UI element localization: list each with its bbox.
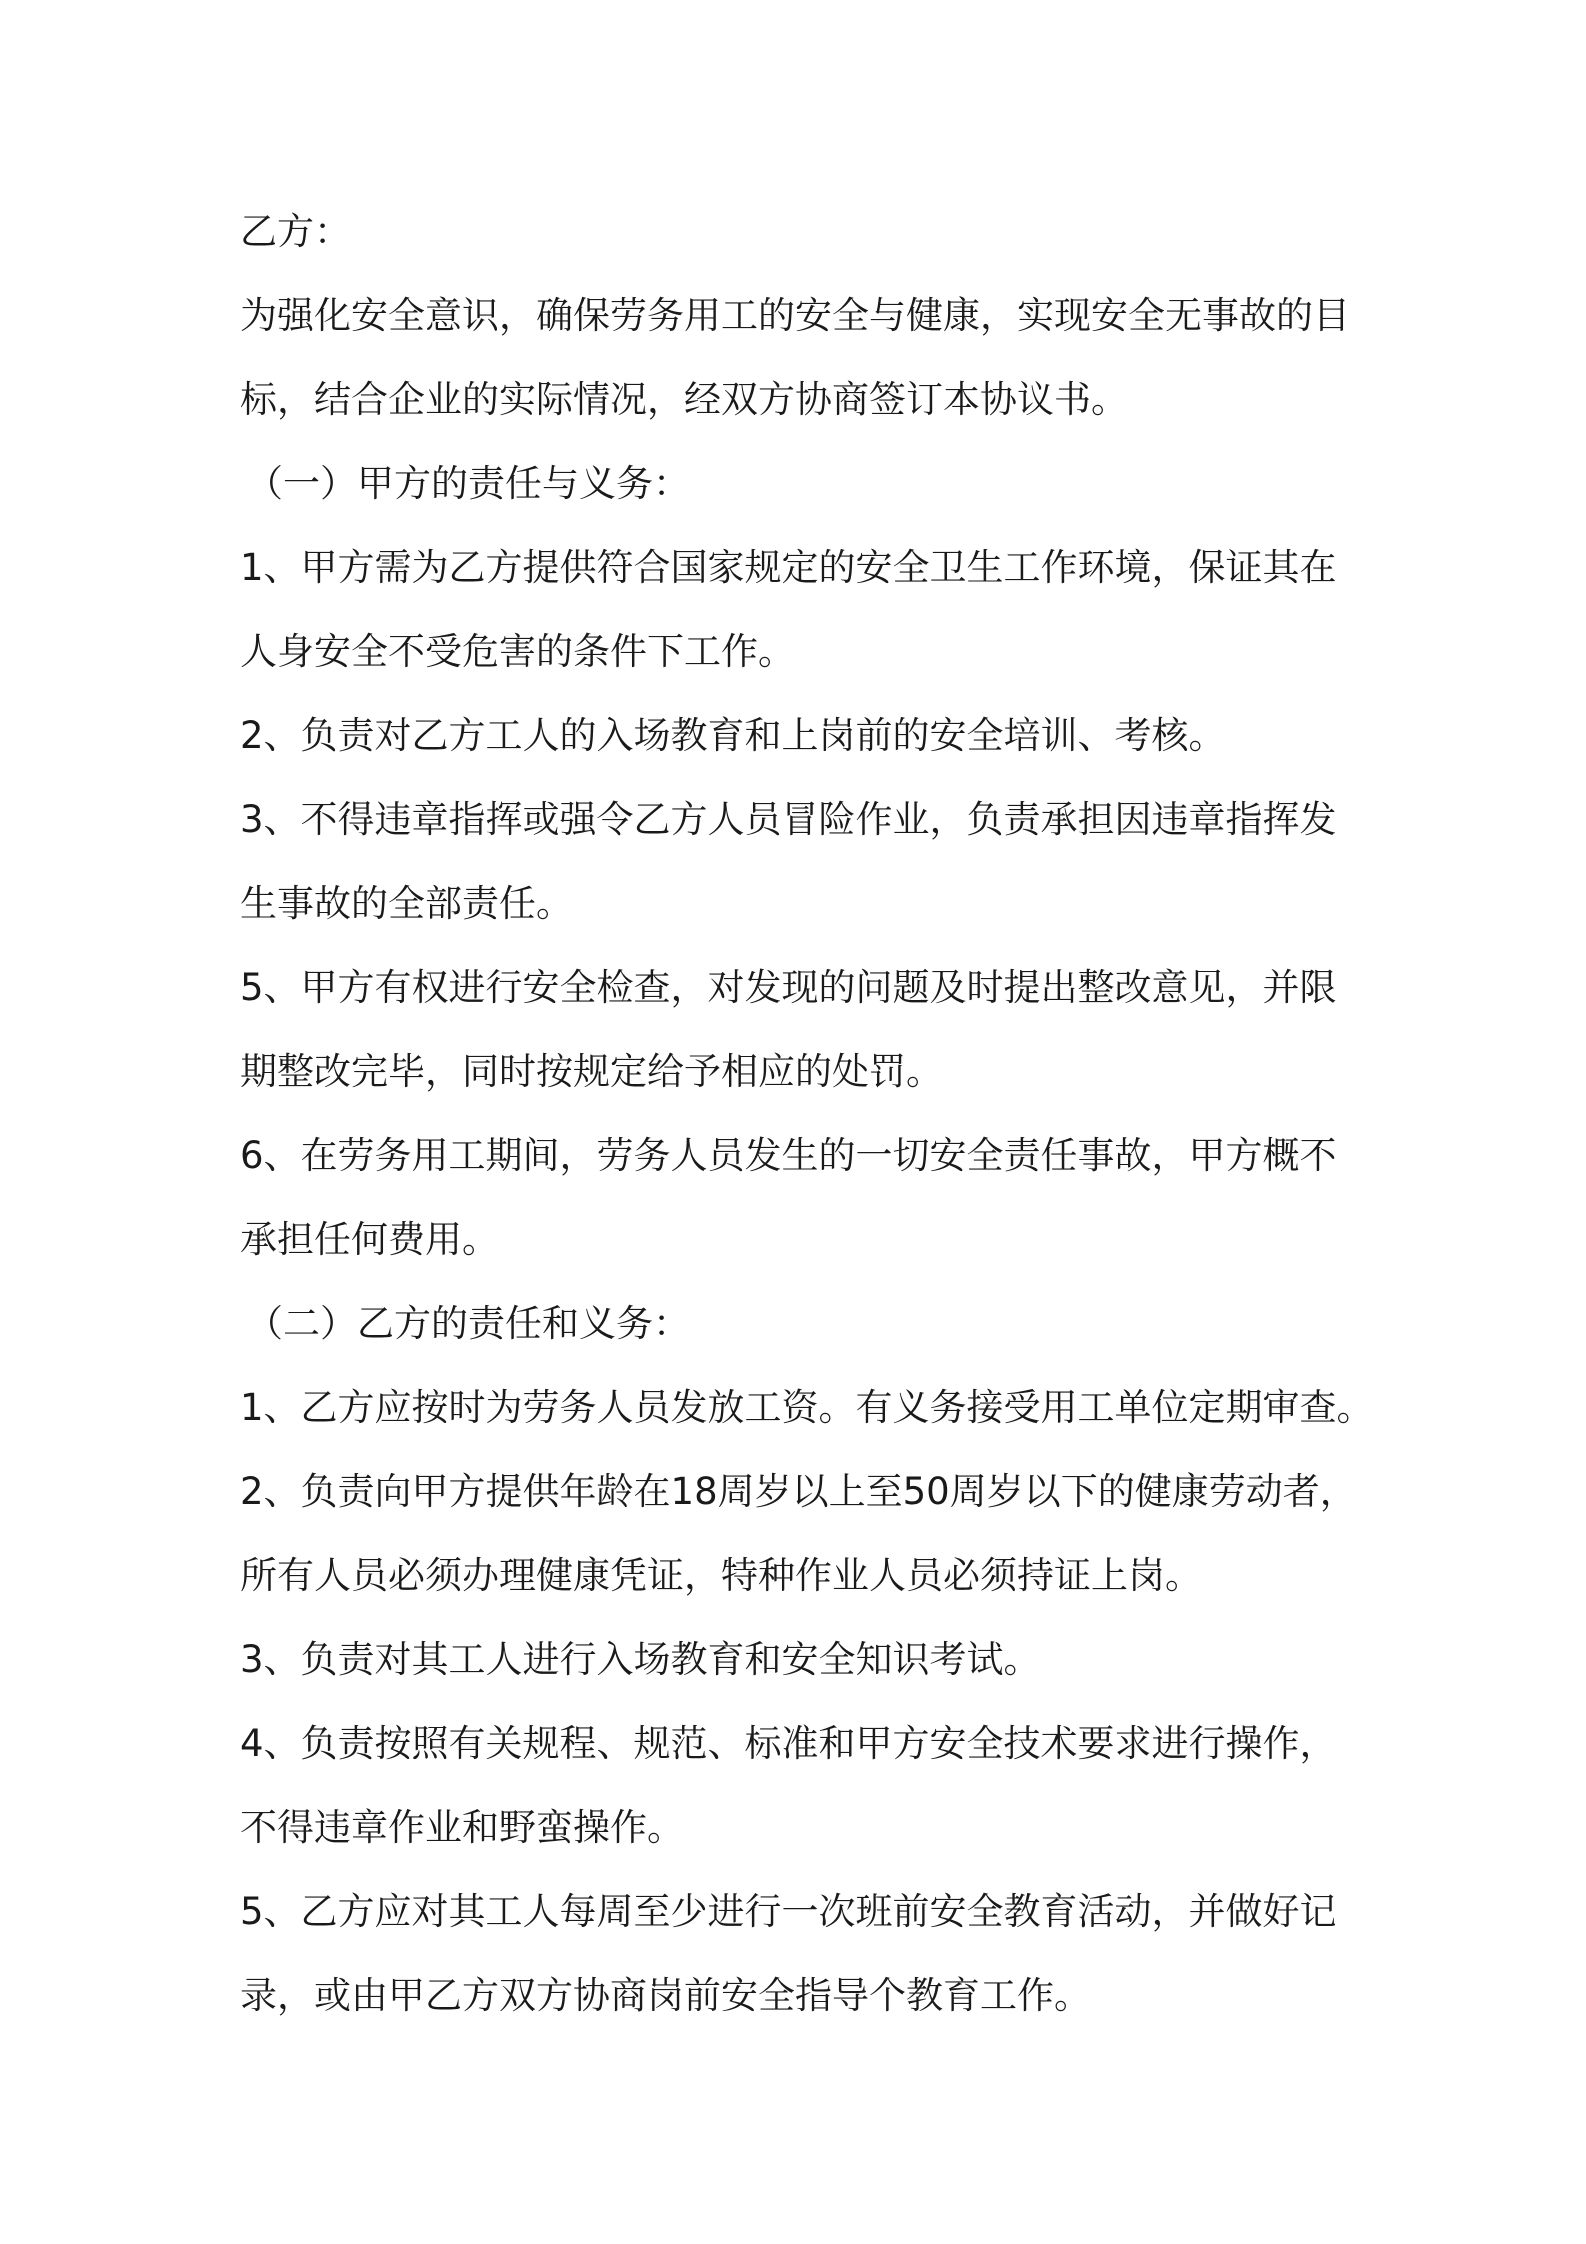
item-line: 5、甲方有权进行安全检查，对发现的问题及时提出整改意见，并限: [240, 966, 1337, 1009]
item-line: 1、甲方需为乙方提供符合国家规定的安全卫生工作环境，保证其在: [240, 546, 1337, 589]
item-line: 5、乙方应对其工人每周至少进行一次班前安全教育活动，并做好记: [240, 1890, 1337, 1933]
section-a-item-6: [240, 1114, 1380, 1282]
item-line: 期整改完毕，同时按规定给予相应的处罚。: [240, 1050, 943, 1093]
item-line: 承担任何费用。: [240, 1218, 499, 1261]
item-line: 不得违章作业和野蛮操作。: [240, 1806, 684, 1849]
party-b-label: 乙方：: [240, 210, 351, 253]
item-line: 1、乙方应按时为劳务人员发放工资。有义务接受用工单位定期审查。: [240, 1386, 1374, 1429]
intro-line: 为强化安全意识，确保劳务用工的安全与健康，实现安全无事故的目: [240, 294, 1350, 337]
section-a-heading: （一）甲方的责任与义务：: [246, 462, 690, 505]
section-b-item-2: [240, 1450, 1380, 1618]
section-a-item-2: [240, 694, 1380, 778]
item-line: 生事故的全部责任。: [240, 882, 573, 925]
section-b-item-4: [240, 1702, 1380, 1870]
intro-line: 标，结合企业的实际情况，经双方协商签订本协议书。: [240, 378, 1128, 421]
section-b-item-1: [240, 1366, 1380, 1450]
document-body: [240, 190, 1380, 2038]
item-line: 6、在劳务用工期间，劳务人员发生的一切安全责任事故，甲方概不: [240, 1134, 1337, 1177]
section-a-item-1: [240, 526, 1380, 694]
section-b-item-3: [240, 1618, 1380, 1702]
intro-paragraph: [240, 274, 1380, 442]
section-a-item-3: [240, 778, 1380, 946]
item-line: 录，或由甲乙方双方协商岗前安全指导个教育工作。: [240, 1974, 1091, 2017]
section-b-item-5: [240, 1870, 1380, 2038]
item-line: 人身安全不受危害的条件下工作。: [240, 630, 795, 673]
section-a-item-5: [240, 946, 1380, 1114]
section-b-heading: （二）乙方的责任和义务：: [246, 1302, 690, 1345]
item-line: 4、负责按照有关规程、规范、标准和甲方安全技术要求进行操作，: [240, 1722, 1337, 1765]
item-line: 2、负责对乙方工人的入场教育和上岗前的安全培训、考核。: [240, 714, 1226, 757]
item-line: 2、负责向甲方提供年龄在18周岁以上至50周岁以下的健康劳动者，: [240, 1470, 1357, 1513]
item-line: 所有人员必须办理健康凭证，特种作业人员必须持证上岗。: [240, 1554, 1202, 1597]
item-line: 3、负责对其工人进行入场教育和安全知识考试。: [240, 1638, 1041, 1681]
item-line: 3、不得违章指挥或强令乙方人员冒险作业，负责承担因违章指挥发: [240, 798, 1337, 841]
